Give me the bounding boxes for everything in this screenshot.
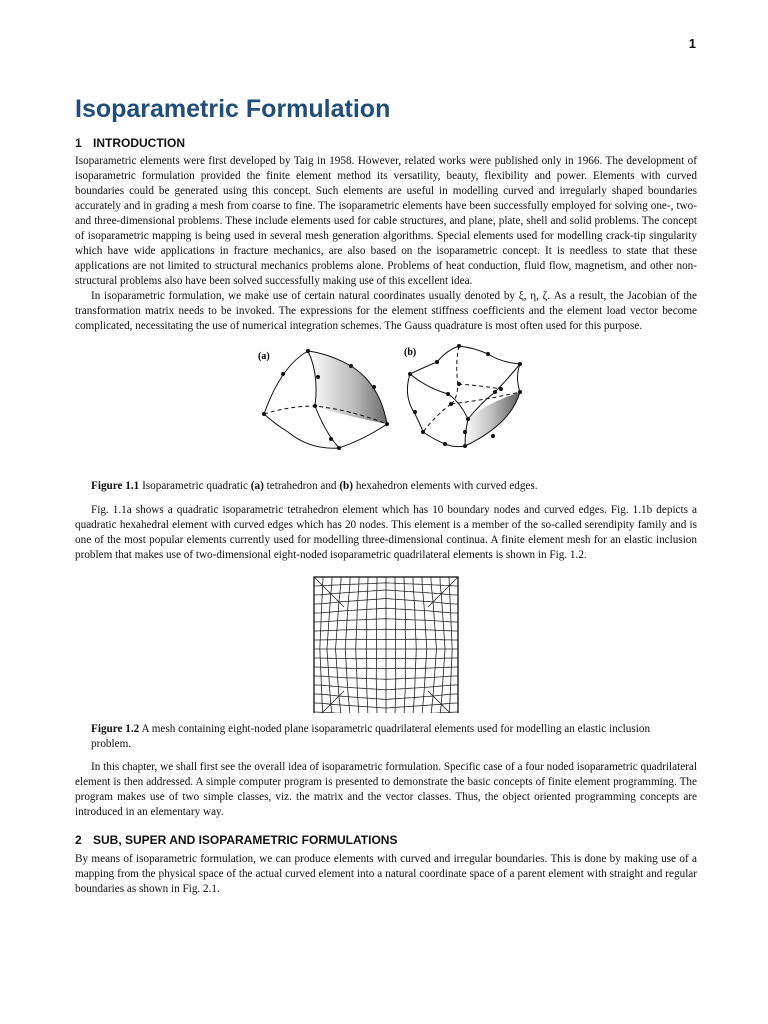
- mesh-line: [413, 577, 416, 713]
- mesh-line: [395, 577, 396, 713]
- mesh-line: [440, 577, 445, 713]
- section-title: INTRODUCTION: [93, 136, 185, 150]
- caption-text: Isoparametric quadratic: [142, 480, 248, 492]
- figure-label-a: (a): [258, 351, 270, 362]
- figure-1-2-mesh: [75, 575, 697, 713]
- figure-1-2-caption: [91, 722, 669, 752]
- paragraph-figure-description: Fig. 1.1a shows a quadratic isoparametric tetrahedron element which has 10 boundary nodes and curved edges. Fig. 1.1b depicts a quadratic hexahedral element with curved edges which has 20 nodes. This element is a member of the so-called serendipity family and is one of the most popular elements currently used for modelling three-dimensional continua. A finite element mesh for an elastic inclusion problem that makes use of two-dimensional eight-noded isoparametric quadrilateral elements is shown in Fig. 1.2.: [75, 504, 697, 561]
- page-number: 1: [688, 36, 696, 51]
- mesh-line: [356, 577, 359, 713]
- figure-1-2: [75, 575, 697, 713]
- section-number: 1: [75, 136, 82, 150]
- mesh-line: [422, 577, 427, 713]
- caption-a: (a): [250, 480, 264, 492]
- figure-1-1-caption: [91, 479, 697, 494]
- figure-1-1: [75, 344, 697, 469]
- figure-1-1-drawing: [75, 344, 697, 469]
- figure-label-b: (b): [404, 347, 417, 358]
- mesh-line: [428, 577, 458, 607]
- mesh-line: [345, 577, 350, 713]
- section-heading-introduction: [75, 135, 697, 151]
- mesh-line: [320, 577, 323, 713]
- mesh-line: [314, 658, 458, 659]
- caption-text: hexahedron elements with curved edges.: [355, 480, 538, 492]
- section-number: 2: [75, 833, 82, 847]
- mesh-line: [314, 577, 344, 607]
- caption-b: (b): [339, 480, 354, 492]
- mesh-line: [366, 577, 368, 713]
- figure-1-1-label: Figure 1.1: [91, 480, 140, 492]
- section-heading-formulations: [75, 832, 697, 848]
- mesh-line: [449, 577, 452, 713]
- page-content: [75, 92, 697, 897]
- hexahedron-element: [407, 344, 522, 448]
- paragraph-mapping: By means of isoparametric formulation, we can produce elements with curved and irregular boundaries. This is done by making use of a mapping from the physical space of the actual curved element into a natural coordinate space of a parent element with straight and regular boundaries as shown in Fig. 2.1.: [75, 853, 697, 895]
- mesh-line: [327, 577, 332, 713]
- caption-text: tetrahedron and: [266, 480, 337, 492]
- mesh-line: [431, 577, 437, 713]
- caption-text: A mesh containing eight-noded plane isoparametric quadrilateral elements used for modelling an elastic inclusion problem.: [91, 723, 651, 750]
- figure-1-2-label: Figure 1.2: [91, 723, 140, 735]
- mesh-line: [336, 577, 342, 713]
- paragraph-chapter-overview: In this chapter, we shall first see the overall idea of isoparametric formulation. Specific case of a four noded isoparametric quadrilateral element is then addressed. A simple computer program is presented to demonstrate the basic concepts of finite element programming. The program makes use of two simple classes, viz. the matrix and the vector classes. Thus, the object oriented programming concepts are introduced in an elementary way.: [75, 761, 697, 818]
- chapter-title: Isoparametric Formulation: [75, 95, 391, 123]
- mesh-line: [376, 577, 377, 713]
- paragraph-natural-coordinates: In isoparametric formulation, we make use of certain natural coordinates usually denoted by ξ, η, ζ. As a result, the Jacobian of the transformation matrix needs to be invoked. The expressions for the element stiffness coefficients and the element load vector become complicated, necessitating the use of numerical integration schemes. The Gauss quadrature is most often used for this purpose.: [75, 290, 697, 332]
- section-title: SUB, SUPER AND ISOPARAMETRIC FORMULATIONS: [93, 833, 398, 847]
- mesh-line: [404, 577, 406, 713]
- paragraph-intro: Isoparametric elements were first developed by Taig in 1958. However, related works were published only in 1966. The development of isoparametric formulation provided the finite element method its versatility, beauty, flexibility and power. Elements with curved boundaries could be generated using this concept. Such elements are useful in modelling curved and irregularly shaped boundaries accurately and in grading a mesh from coarse to fine. The isoparametric elements have been successfully employed for solving one-, two- and three-dimensional problems. These include elements used for cable structures, and plane, plate, shell and solid problems. The concept of isoparametric mapping is being used in several mesh generation algorithms. Special elements used for modelling crack-tip singularity which have wide applications in fracture mechanics, are also based on the isoparametric concept. It is needless to state that these applications are not limited to structural mechanics problems alone. Problems of heat conduction, fluid flow, magnetism, and other non-structural problems also have been solved successfully making use of this excellent idea.: [75, 155, 697, 287]
- tetrahedron-element: [262, 349, 389, 450]
